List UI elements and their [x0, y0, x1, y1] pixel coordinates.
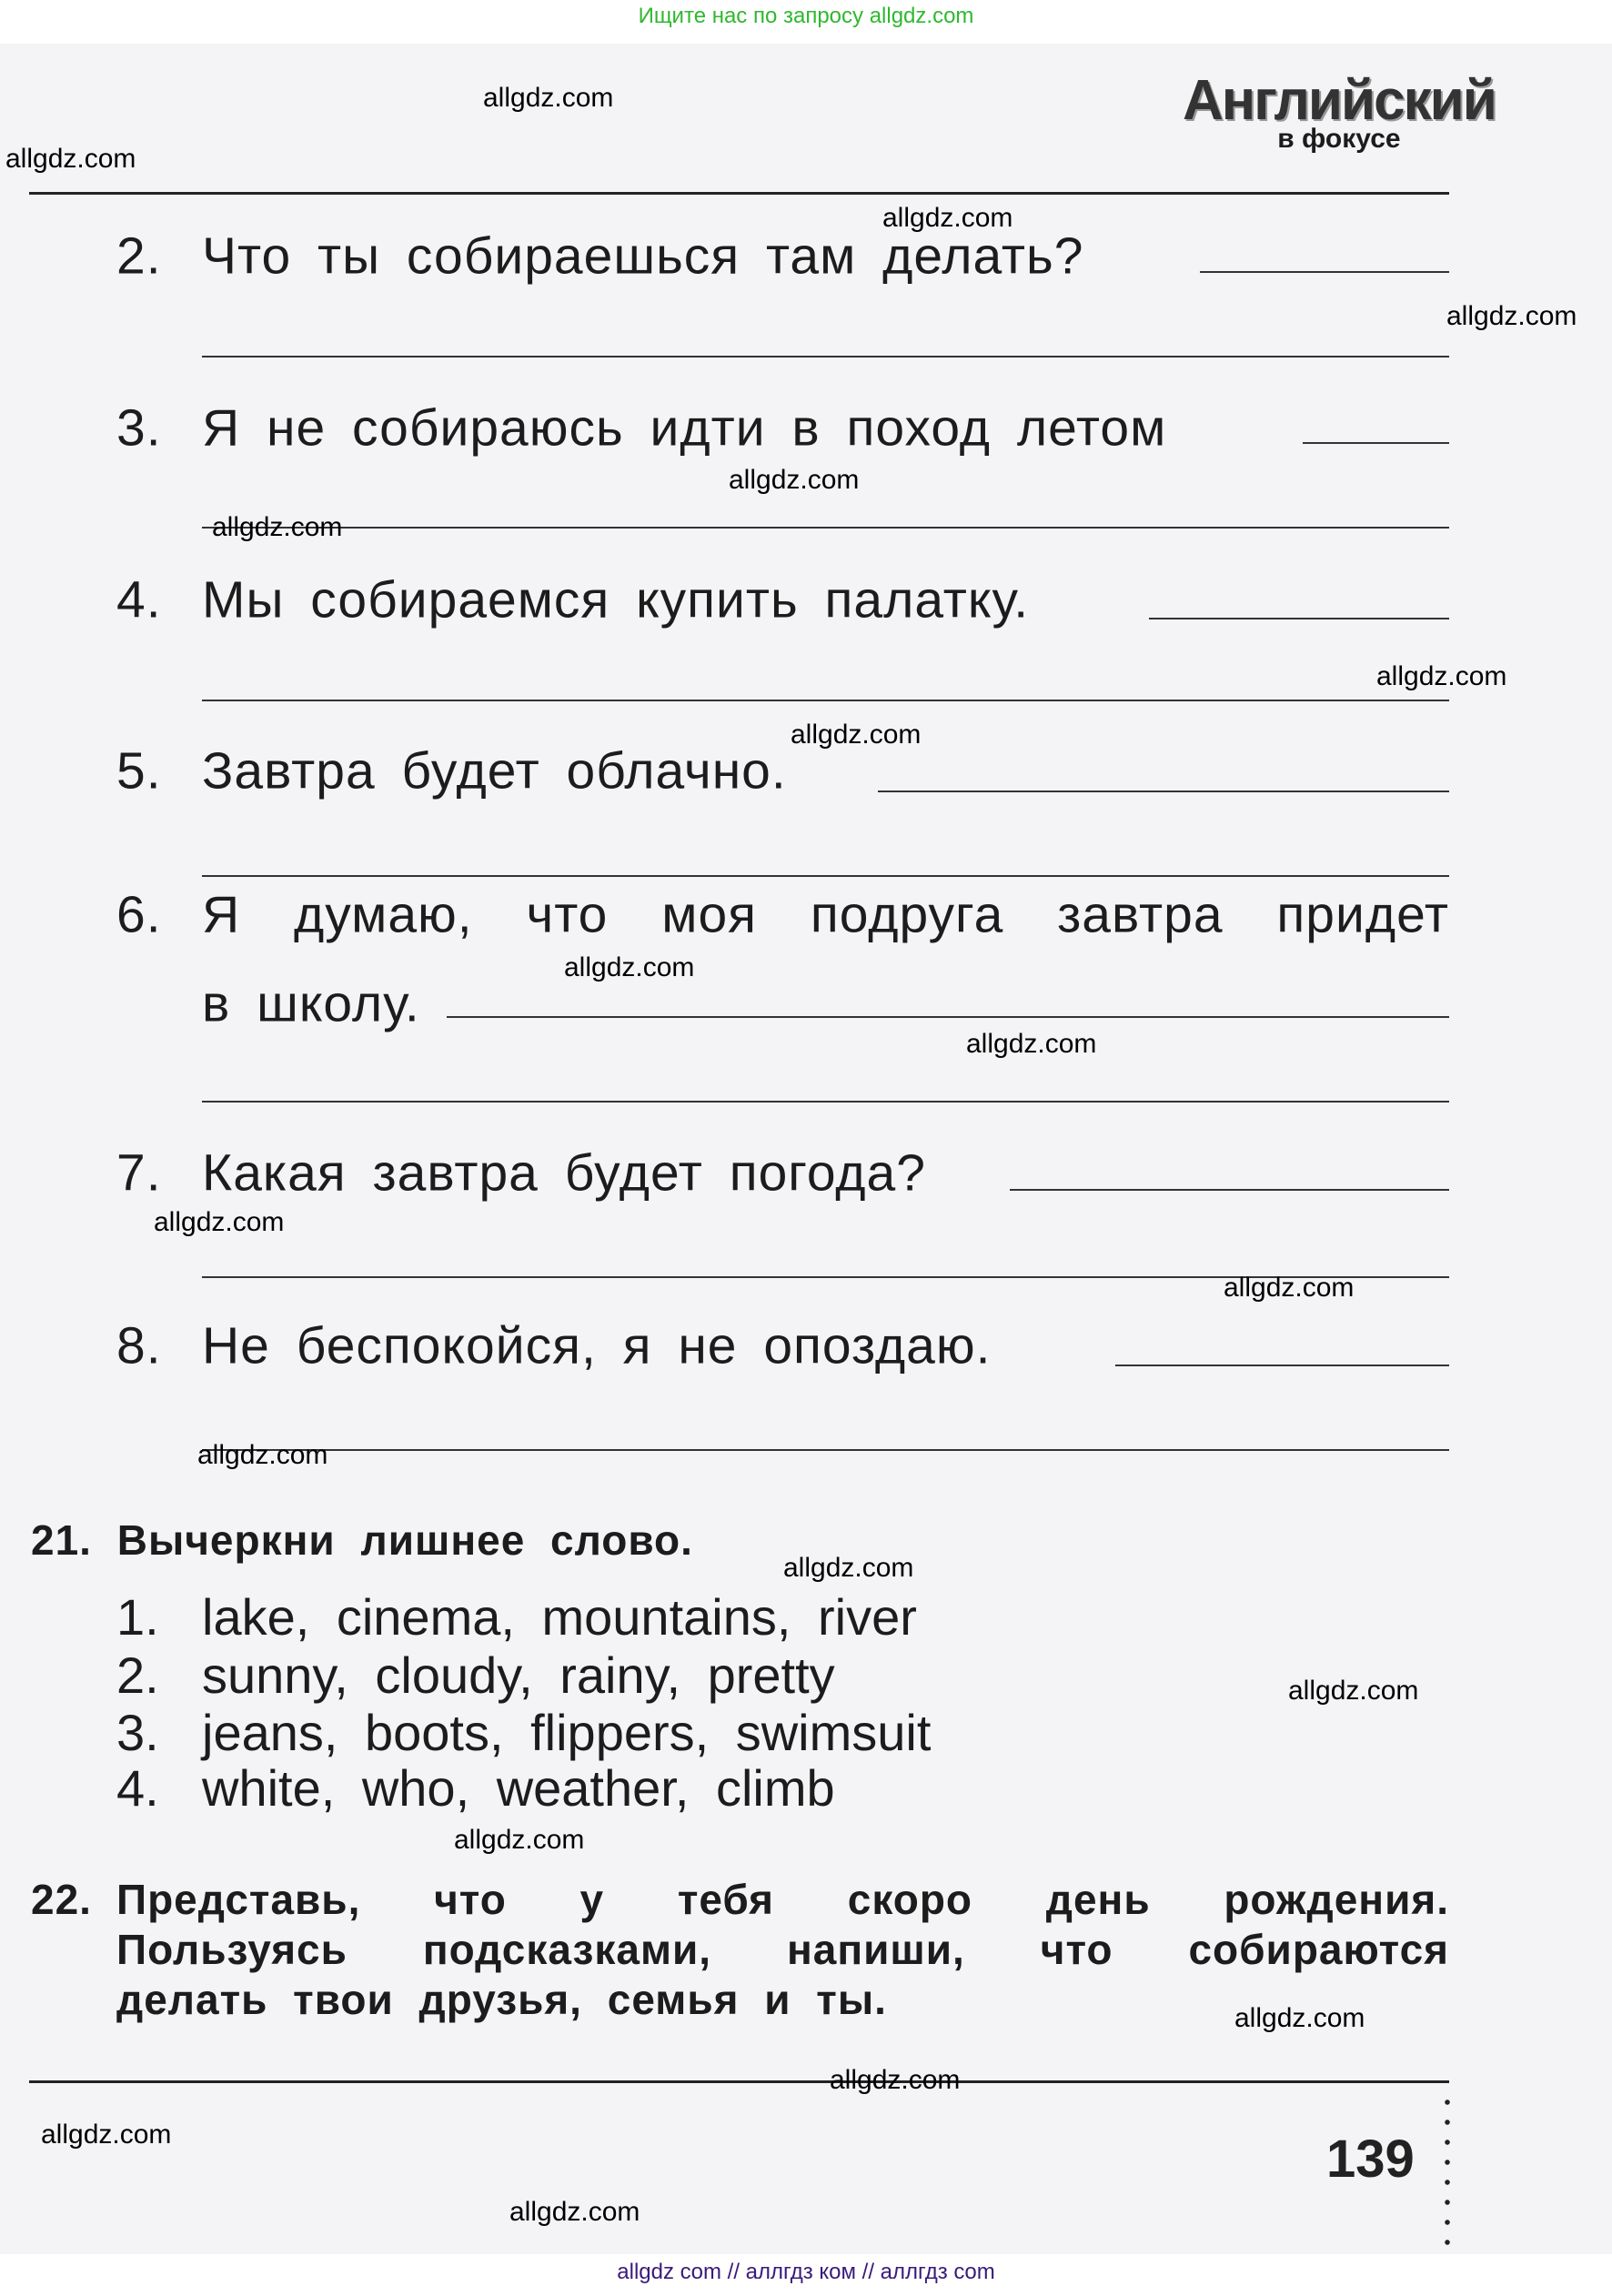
- exercise-22-line: Представь, что у тебя скоро день рождения.: [116, 1876, 1449, 1923]
- answer-line[interactable]: [202, 356, 1449, 357]
- watermark: allgdz.com: [483, 83, 614, 113]
- item-3: 3. Я не собираюсь идти в поход летом: [116, 398, 1167, 458]
- answer-line[interactable]: [447, 1016, 1449, 1018]
- watermark: allgdz.com: [564, 952, 695, 982]
- answer-line[interactable]: [202, 1101, 1449, 1103]
- exercise-22-line: делать твои друзья, семья и ты.: [116, 1976, 887, 2023]
- exercise-22-line: Пользуясь подсказками, напиши, что собираются: [116, 1926, 1449, 1973]
- item-6: 6. Я думаю, что моя подруга завтра придет: [116, 885, 1449, 944]
- item-6-cont: в школу.: [202, 974, 420, 1033]
- watermark: allgdz.com: [212, 512, 343, 542]
- word-list-item: 4. white, who, weather, climb: [116, 1759, 835, 1817]
- book-logo: [1183, 69, 1496, 155]
- answer-line[interactable]: [1010, 1189, 1449, 1191]
- header-rule: [29, 192, 1449, 195]
- answer-line[interactable]: [202, 875, 1449, 877]
- search-banner[interactable]: Ищите нас по запросу allgdz.com: [638, 4, 974, 28]
- answer-line[interactable]: [878, 791, 1449, 792]
- watermark: allgdz.com: [509, 2197, 640, 2227]
- watermark: allgdz.com: [197, 1440, 328, 1470]
- watermark: allgdz.com: [1234, 2003, 1365, 2033]
- answer-line[interactable]: [1115, 1365, 1449, 1366]
- watermark: allgdz.com: [729, 465, 860, 495]
- item-8: 8. Не беспокойся, я не опоздаю.: [116, 1316, 992, 1375]
- item-7: 7. Какая завтра будет погода?: [116, 1143, 926, 1203]
- watermark: allgdz.com: [454, 1825, 585, 1855]
- watermark: allgdz.com: [791, 720, 922, 750]
- answer-line[interactable]: [202, 527, 1449, 529]
- answer-line[interactable]: [202, 1449, 1449, 1451]
- watermark: allgdz.com: [783, 1553, 914, 1583]
- watermark: allgdz.com: [154, 1207, 285, 1237]
- page-number: 139: [1326, 2130, 1415, 2189]
- exercise-22-number: 22.: [31, 1876, 92, 1923]
- word-list-item: 2. sunny, cloudy, rainy, pretty: [116, 1646, 835, 1704]
- watermark: allgdz.com: [41, 2120, 172, 2150]
- watermark: allgdz.com: [966, 1029, 1097, 1059]
- word-list-item: 3. jeans, boots, flippers, swimsuit: [116, 1704, 932, 1761]
- logo-subtitle: в фокусе: [1277, 124, 1401, 154]
- exercise-21-heading: 21. Вычеркни лишнее слово.: [31, 1516, 693, 1564]
- word-list-item: 1. lake, cinema, mountains, river: [116, 1588, 917, 1646]
- watermark: allgdz.com: [1446, 301, 1577, 331]
- watermark: allgdz.com: [882, 203, 1013, 233]
- logo-title: Английский: [1183, 69, 1496, 132]
- dotted-margin: [1445, 2092, 1450, 2254]
- item-4: 4. Мы собираемся купить палатку.: [116, 570, 1030, 629]
- footer-rule: [29, 2080, 1449, 2083]
- item-5: 5. Завтра будет облачно.: [116, 741, 787, 801]
- answer-line[interactable]: [202, 700, 1449, 701]
- watermark: allgdz.com: [1288, 1676, 1419, 1706]
- watermark: allgdz.com: [5, 144, 136, 174]
- watermark: allgdz.com: [830, 2065, 961, 2095]
- item-2: 2. Что ты собираешься там делать?: [116, 227, 1084, 286]
- watermark: allgdz.com: [1376, 661, 1507, 691]
- answer-line[interactable]: [1200, 271, 1449, 273]
- watermark: allgdz.com: [1224, 1273, 1355, 1303]
- footer-banner[interactable]: allgdz com // аллгдз ком // аллгдз com: [617, 2260, 995, 2284]
- answer-line[interactable]: [1303, 442, 1449, 444]
- answer-line[interactable]: [1149, 618, 1449, 619]
